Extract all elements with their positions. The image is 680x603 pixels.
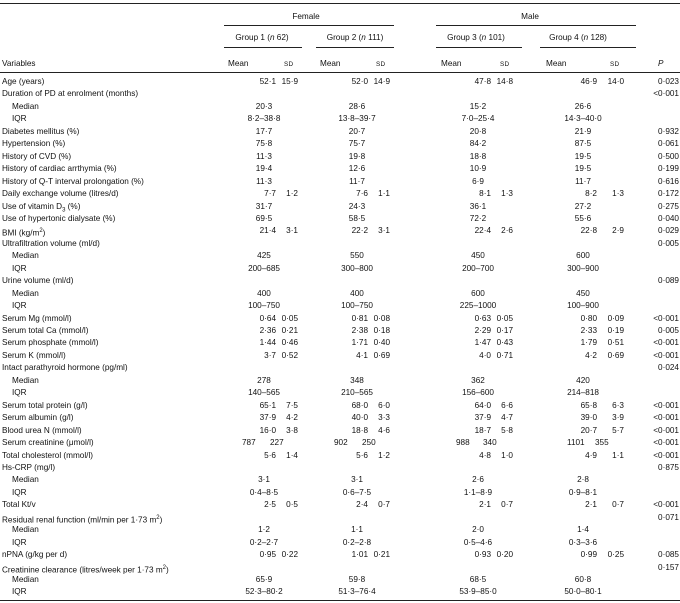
sd-header-g3: SD	[500, 61, 510, 68]
value-cell: 19·8	[348, 151, 366, 161]
mean-cell: 1·79	[580, 338, 597, 348]
mean-cell: 4·8	[479, 450, 491, 460]
value-cell: 6·9	[472, 176, 484, 186]
p-value-cell: 0·005	[658, 238, 679, 248]
variables-column-header: Variables	[2, 59, 36, 68]
sd-cell: 0·22	[281, 550, 298, 560]
p-value-cell: 0·005	[658, 326, 679, 335]
group-4-heading: Group 4 (n 128)	[549, 33, 607, 42]
value-cell: 200–700	[462, 263, 494, 273]
value-cell: 300–900	[567, 263, 599, 273]
sd-cell: 4·2	[286, 413, 298, 423]
sd-cell: 3·3	[378, 413, 390, 423]
value-cell: 12·6	[348, 164, 366, 174]
sd-cell: 0·51	[607, 338, 624, 348]
value-cell: 210–565	[341, 388, 373, 398]
sd-cell: 0·05	[281, 313, 298, 323]
mean-cell: 2·1	[585, 500, 597, 510]
sd-cell: 0·5	[286, 500, 298, 510]
value-cell: 19·4	[255, 164, 273, 174]
p-value-cell: <0·001	[653, 313, 679, 323]
mean-cell: 902	[334, 438, 348, 448]
value-cell: 2·6	[472, 475, 484, 485]
sd-cell: 1·1	[612, 450, 624, 460]
value-cell: 52·3–80·2	[245, 587, 283, 597]
mean-cell: 787	[242, 438, 256, 448]
mean-cell: 4·0	[479, 350, 491, 360]
value-cell: 24·3	[348, 201, 366, 211]
mean-cell: 2·29	[474, 326, 491, 335]
value-cell: 348	[350, 375, 364, 385]
female-heading: Female	[292, 12, 320, 21]
value-cell: 51·3–76·4	[338, 587, 376, 597]
row-label: Use of hypertonic dialysate (%)	[2, 213, 116, 223]
sd-cell: 1·2	[378, 450, 390, 460]
value-cell: 3·1	[258, 475, 270, 485]
p-value-cell: 0·023	[658, 77, 679, 86]
group-4-rule	[540, 47, 636, 48]
mean-cell: 2·36	[259, 326, 276, 335]
sd-cell: 0·09	[607, 313, 624, 323]
value-cell: 59·8	[348, 575, 366, 584]
sd-cell: 5·8	[501, 425, 513, 435]
bottom-rule	[0, 600, 680, 601]
mean-cell: 5·6	[264, 450, 276, 460]
value-cell: 53·9–85·0	[459, 587, 497, 597]
row-label: BMI $(kg/m^2)$	[2, 228, 46, 239]
mean-cell: 52·1	[259, 77, 276, 86]
value-cell: 72·2	[469, 213, 487, 223]
group-1-heading: Group 1 (n 62)	[235, 33, 289, 42]
value-cell: 362	[471, 375, 485, 385]
p-value-cell: <0·001	[653, 500, 679, 510]
mean-cell: 39·0	[580, 413, 597, 423]
row-label: Duration of PD at enrolment (months)	[2, 89, 139, 99]
sd-cell: 0·20	[496, 550, 513, 560]
row-label: History of CVD (%)	[2, 151, 72, 161]
top-rule	[0, 3, 680, 4]
mean-cell: 5·6	[356, 450, 368, 460]
p-value-cell: 0·024	[658, 363, 679, 373]
row-label: Hs-CRP (mg/l)	[2, 462, 56, 472]
value-cell: 400	[350, 288, 364, 298]
sd-cell: 7·5	[286, 400, 298, 410]
value-cell: 550	[350, 251, 364, 261]
value-cell: 1·4	[577, 525, 589, 535]
value-cell: 50·0–80·1	[564, 587, 602, 597]
mean-cell: 18·7	[474, 425, 491, 435]
female-rule	[224, 25, 394, 26]
row-label: Median	[12, 525, 39, 535]
value-cell: 13·8–39·7	[338, 114, 376, 124]
p-value-cell: 0·172	[658, 189, 679, 199]
mean-cell: 2·4	[356, 500, 368, 510]
row-label: IQR	[12, 388, 27, 398]
sd-cell: 1·0	[501, 450, 513, 460]
p-value-cell: 0·932	[658, 126, 679, 136]
group-2-heading: Group 2 (n 111)	[326, 33, 384, 42]
value-cell: 0·2–2·7	[249, 537, 279, 547]
value-cell: 55·6	[574, 213, 592, 223]
row-label: Serum albumin (g/l)	[2, 413, 74, 423]
p-value-cell: 0·029	[658, 226, 679, 236]
p-value-cell: 0·157	[658, 562, 679, 572]
sd-cell: 4·7	[501, 413, 513, 423]
sd-cell: 0·71	[496, 350, 513, 360]
sd-header-g1: SD	[284, 61, 294, 68]
mean-cell: 7·6	[356, 189, 368, 199]
row-label: History of cardiac arrthymia (%)	[2, 164, 117, 174]
sd-cell: 0·25	[607, 550, 624, 560]
mean-cell: 0·95	[259, 550, 276, 560]
value-cell: 450	[471, 251, 485, 261]
mean-cell: 0·81	[351, 313, 368, 323]
sd-cell: 227	[270, 438, 284, 448]
mean-cell: 0·93	[474, 550, 491, 560]
value-cell: 36·1	[469, 201, 487, 211]
sd-cell: 6·6	[501, 400, 513, 410]
sd-cell: 0·17	[496, 326, 513, 335]
mean-cell: 2·38	[351, 326, 368, 335]
p-value-cell: <0·001	[653, 425, 679, 435]
mean-cell: 37·9	[259, 413, 276, 423]
sd-cell: 0·46	[281, 338, 298, 348]
mean-cell: 21·4	[259, 226, 276, 236]
value-cell: 0·6–7·5	[342, 487, 372, 497]
sd-cell: 0·7	[501, 500, 513, 510]
p-value-cell: <0·001	[653, 400, 679, 410]
row-label: Serum phosphate (mmol/l)	[2, 338, 99, 348]
row-label: Median	[12, 575, 39, 584]
mean-cell: 4·9	[585, 450, 597, 460]
mean-cell: 46·9	[580, 77, 597, 86]
sd-cell: 2·9	[612, 226, 624, 236]
p-value-cell: 0·875	[658, 462, 679, 472]
mean-cell: 22·8	[580, 226, 597, 236]
sd-cell: 250	[362, 438, 376, 448]
mean-cell: 7·7	[264, 189, 276, 199]
value-cell: 14·3–40·0	[564, 114, 602, 124]
value-cell: 28·6	[348, 101, 366, 111]
p-value-cell: 0·071	[658, 512, 679, 522]
sd-cell: 1·1	[378, 189, 390, 199]
row-label: Age (years)	[2, 77, 45, 86]
value-cell: 1·1	[351, 525, 363, 535]
sd-cell: 2·6	[501, 226, 513, 236]
sd-cell: 0·43	[496, 338, 513, 348]
row-label: Serum creatinine (μmol/l)	[2, 438, 94, 448]
sd-cell: 1·2	[286, 189, 298, 199]
row-label: Median	[12, 375, 39, 385]
male-rule	[436, 25, 636, 26]
value-cell: 11·7	[349, 176, 365, 186]
mean-cell: 2·5	[264, 500, 276, 510]
row-label: Serum total protein (g/l)	[2, 400, 88, 410]
p-value-header: P	[658, 59, 664, 68]
sd-cell: 0·05	[496, 313, 513, 323]
value-cell: 100–750	[341, 301, 373, 311]
value-cell: 11·3	[256, 176, 272, 186]
value-cell: 214–818	[567, 388, 599, 398]
mean-cell: 20·7	[580, 425, 597, 435]
value-cell: 18·8	[469, 151, 487, 161]
mean-cell: 18·8	[351, 425, 368, 435]
p-value-cell: 0·500	[658, 151, 679, 161]
mean-cell: 68·0	[351, 400, 368, 410]
value-cell: 425	[257, 251, 271, 261]
row-label: nPNA (g/kg per d)	[2, 550, 68, 560]
sd-cell: 14·9	[373, 77, 390, 86]
row-label: Diabetes mellitus (%)	[2, 126, 80, 136]
mean-header-g1: Mean	[228, 59, 249, 68]
mean-cell: 8·1	[479, 189, 491, 199]
value-cell: 58·5	[348, 213, 366, 223]
value-cell: 100–900	[567, 301, 599, 311]
row-label: History of Q-T interval prolongation (%)	[2, 176, 144, 186]
value-cell: 19·5	[574, 164, 592, 174]
sd-cell: 355	[595, 438, 609, 448]
sd-cell: 0·7	[378, 500, 390, 510]
value-cell: 3·1	[351, 475, 363, 485]
value-cell: 2·8	[577, 475, 589, 485]
mean-cell: 65·8	[580, 400, 597, 410]
mean-cell: 2·33	[580, 326, 597, 335]
sd-cell: 0·52	[281, 350, 298, 360]
p-value-cell: <0·001	[653, 438, 679, 448]
sd-cell: 15·9	[281, 77, 298, 86]
mean-cell: 47·8	[474, 77, 491, 86]
value-cell: 87·5	[574, 139, 592, 149]
sd-header-g2: SD	[376, 61, 386, 68]
value-cell: 69·5	[255, 213, 273, 223]
value-cell: 100–750	[248, 301, 280, 311]
row-label: IQR	[12, 114, 27, 124]
sd-cell: 0·21	[281, 326, 298, 335]
sd-cell: 6·3	[612, 400, 624, 410]
mean-cell: 4·2	[585, 350, 597, 360]
value-cell: 31·7	[255, 201, 273, 211]
row-label: Creatinine clearance (litres/week per 1·73 $m^2$)	[2, 564, 169, 575]
sd-cell: 0·40	[373, 338, 390, 348]
value-cell: 68·5	[469, 575, 487, 584]
sd-cell: 0·21	[373, 550, 390, 560]
mean-cell: 65·1	[259, 400, 276, 410]
sd-cell: 340	[483, 438, 497, 448]
value-cell: 84·2	[469, 139, 487, 149]
sd-cell: 5·7	[612, 425, 624, 435]
sd-cell: 0·69	[607, 350, 624, 360]
row-label: IQR	[12, 487, 27, 497]
sd-cell: 1·3	[501, 189, 513, 199]
row-label: IQR	[12, 263, 27, 273]
row-label: IQR	[12, 537, 27, 547]
sd-cell: 1·3	[612, 189, 624, 199]
value-cell: 8·2–38·8	[247, 114, 281, 124]
row-label: IQR	[12, 301, 27, 311]
p-value-cell: 0·089	[658, 276, 679, 286]
sd-cell: 6·0	[378, 400, 390, 410]
p-value-cell: <0·001	[653, 413, 679, 423]
p-value-cell: 0·275	[658, 201, 679, 211]
p-value-cell: 0·061	[658, 139, 679, 149]
mean-cell: 1·71	[351, 338, 368, 348]
value-cell: 7·0–25·4	[461, 114, 495, 124]
sd-cell: 14·8	[496, 77, 513, 86]
row-label: Serum Mg (mmol/l)	[2, 313, 72, 323]
sd-cell: 3·9	[612, 413, 624, 423]
mean-cell: 988	[456, 438, 470, 448]
mean-cell: 1·01	[351, 550, 368, 560]
sd-cell: 0·7	[612, 500, 624, 510]
value-cell: 27·2	[574, 201, 592, 211]
mean-cell: 22·4	[474, 226, 491, 236]
p-value-cell: <0·001	[653, 450, 679, 460]
value-cell: 15·2	[469, 101, 487, 111]
mean-header-g2: Mean	[320, 59, 341, 68]
p-value-cell: 0·616	[658, 176, 679, 186]
sd-header-g4: SD	[610, 61, 620, 68]
value-cell: 278	[257, 375, 271, 385]
row-label: Blood urea N (mmol/l)	[2, 425, 82, 435]
mean-cell: 0·80	[580, 313, 597, 323]
sd-cell: 3·1	[286, 226, 298, 236]
p-value-cell: 0·199	[658, 164, 679, 174]
group-2-rule	[316, 47, 394, 48]
mean-cell: 37·9	[474, 413, 491, 423]
mean-cell: 0·63	[474, 313, 491, 323]
value-cell: 26·6	[574, 101, 592, 111]
mean-cell: 8·2	[585, 189, 597, 199]
value-cell: 21·9	[574, 126, 592, 136]
value-cell: 75·8	[255, 139, 273, 149]
group-1-rule	[224, 47, 302, 48]
value-cell: 11·3	[256, 151, 272, 161]
value-cell: 0·9–8·1	[568, 487, 598, 497]
header-rule	[0, 72, 680, 73]
value-cell: 20·7	[348, 126, 366, 136]
p-value-cell: <0·001	[653, 350, 679, 360]
row-label: Daily exchange volume (litres/d)	[2, 189, 119, 199]
mean-cell: 22·2	[351, 226, 368, 236]
mean-cell: 64·0	[474, 400, 491, 410]
value-cell: 19·5	[574, 151, 592, 161]
value-cell: 140–565	[248, 388, 280, 398]
value-cell: 17·7	[255, 126, 273, 136]
value-cell: 20·3	[255, 101, 273, 111]
value-cell: 300–800	[341, 263, 373, 273]
row-label: IQR	[12, 587, 27, 597]
mean-cell: 1·44	[259, 338, 276, 348]
sd-cell: 0·69	[373, 350, 390, 360]
mean-header-g3: Mean	[441, 59, 462, 68]
row-label: Total Kt/v	[2, 500, 36, 510]
value-cell: 1·1–8·9	[463, 487, 493, 497]
sd-cell: 0·19	[607, 326, 624, 335]
value-cell: 75·7	[348, 139, 366, 149]
mean-header-g4: Mean	[546, 59, 567, 68]
mean-cell: 16·0	[259, 425, 276, 435]
sd-cell: 3·8	[286, 425, 298, 435]
value-cell: 600	[576, 251, 590, 261]
value-cell: 225–1000	[459, 301, 497, 311]
mean-cell: 1·47	[474, 338, 491, 348]
value-cell: 420	[576, 375, 590, 385]
row-label: Median	[12, 288, 39, 298]
value-cell: 2·0	[472, 525, 484, 535]
row-label: Median	[12, 475, 39, 485]
group-3-heading: Group 3 (n 101)	[447, 33, 505, 42]
sd-cell: 1·4	[286, 450, 298, 460]
row-label: Total cholesterol (mmol/l)	[2, 450, 93, 460]
row-label: Use of vitamin $D_3$ (%)	[2, 201, 81, 214]
mean-cell: 0·99	[580, 550, 597, 560]
value-cell: 1·2	[258, 525, 270, 535]
row-label: Serum total Ca (mmol/l)	[2, 326, 89, 335]
p-value-cell: 0·085	[658, 550, 679, 560]
row-label: Ultrafiltration volume (ml/d)	[2, 238, 100, 248]
sd-cell: 4·6	[378, 425, 390, 435]
row-label: Residual renal function (ml/min per 1·73 $m^2$)	[2, 514, 163, 525]
row-label: Hypertension (%)	[2, 139, 66, 149]
mean-cell: 2·1	[479, 500, 491, 510]
p-value-cell: 0·040	[658, 213, 679, 223]
row-label: Urine volume (ml/d)	[2, 276, 74, 286]
row-label: Median	[12, 101, 39, 111]
p-value-cell: <0·001	[653, 338, 679, 348]
row-label: Serum K (mmol/l)	[2, 350, 66, 360]
sd-cell: 0·18	[373, 326, 390, 335]
value-cell: 0·2–2·8	[342, 537, 372, 547]
sd-cell: 0·08	[373, 313, 390, 323]
mean-cell: 1101	[567, 438, 585, 448]
p-value-cell: <0·001	[653, 89, 679, 99]
value-cell: 60·8	[574, 575, 592, 584]
row-label: Intact parathyroid hormone (pg/ml)	[2, 363, 128, 373]
value-cell: 65·9	[255, 575, 273, 584]
value-cell: 0·5–4·6	[463, 537, 493, 547]
value-cell: 10·9	[469, 164, 487, 174]
mean-cell: 0·64	[259, 313, 276, 323]
sd-cell: 3·1	[378, 226, 390, 236]
value-cell: 200–685	[248, 263, 280, 273]
value-cell: 600	[471, 288, 485, 298]
value-cell: 156–600	[462, 388, 494, 398]
mean-cell: 52·0	[351, 77, 368, 86]
value-cell: 0·4–8·5	[249, 487, 279, 497]
group-3-rule	[436, 47, 522, 48]
value-cell: 20·8	[469, 126, 487, 136]
value-cell: 450	[576, 288, 590, 298]
row-label: Median	[12, 251, 39, 261]
value-cell: 400	[257, 288, 271, 298]
mean-cell: 40·0	[351, 413, 368, 423]
sd-cell: 14·0	[607, 77, 624, 86]
male-heading: Male	[521, 12, 539, 21]
mean-cell: 4·1	[356, 350, 368, 360]
mean-cell: 3·7	[264, 350, 276, 360]
value-cell: 11·7	[575, 176, 591, 186]
value-cell: 0·3–3·6	[568, 537, 598, 547]
